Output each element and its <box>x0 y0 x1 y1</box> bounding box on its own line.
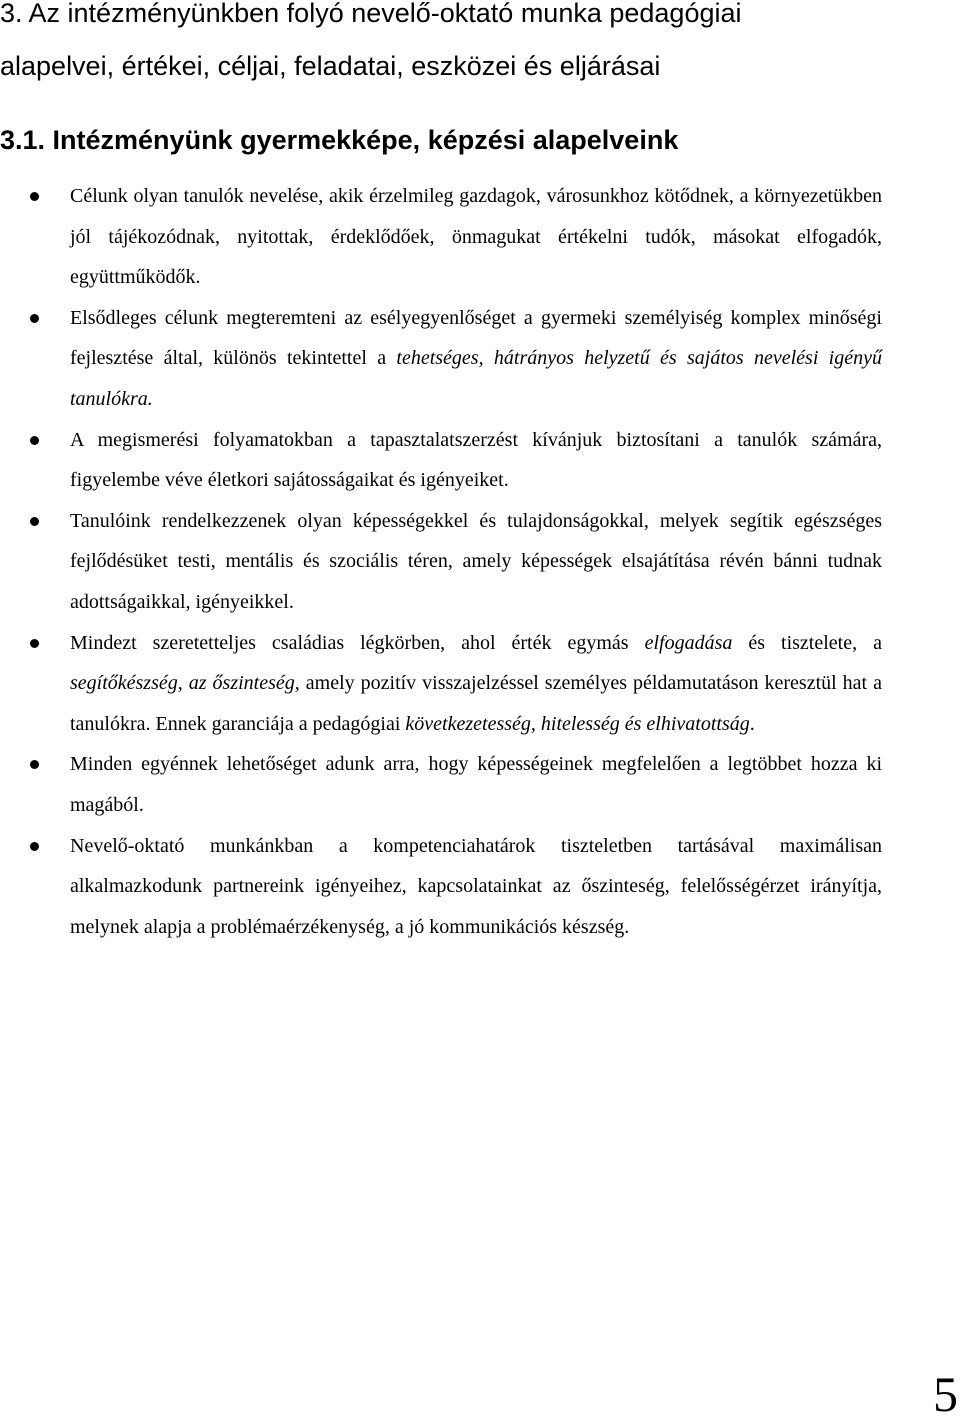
page-number: 5 <box>933 1366 958 1422</box>
list-item-text: Tanulóink rendelkezzenek olyan képességekkel és tulajdonságokkal, melyek segítik egészséges fejlődésüket testi, mentális és szociális téren, amely képességek elsajátítása révén bánni tudnak adottságaikkal, igényeikkel. <box>70 509 882 613</box>
list-item-emphasis: tehetséges, hátrányos helyzetű és sajátos nevelési igényű tanulókra. <box>70 347 882 410</box>
list-item-text: Nevelő-oktató munkánkban a kompetenciahatárok tiszteletben tartásával maximálisan alkalmazkodunk partnereink igényeihez, kapcsolatainkat az őszinteség, felelősségérzet irányítja, melynek alapja a problémaérzékenység, a jó kommunikációs készség. <box>70 834 882 938</box>
list-item-text: amely pozitív visszajelzéssel személyes példamutatáson keresztül hat a tanulókra. Ennek garanciája a pedagógiai <box>70 672 882 735</box>
list-item-text: Minden egyénnek lehetőséget adunk arra, hogy képességeinek megfelelően a legtöbbet hozza ki magából. <box>70 753 882 816</box>
list-item <box>0 501 960 623</box>
list-item-text: Célunk olyan tanulók nevelése, akik érzelmileg gazdagok, városunkhoz kötődnek, a környezetükben jól tájékozódnak, nyitottak, érdeklődőek, önmagukat értékelni tudók, másokat elfogadók, együttműködők. <box>70 185 882 289</box>
list-item <box>0 176 960 298</box>
list-item <box>0 826 960 948</box>
bullet-dot-icon <box>30 639 39 648</box>
list-item-emphasis: elfogadása <box>644 631 733 654</box>
section-heading-line-1: 3. Az intézményünkben folyó nevelő-oktató munka pedagógiai <box>0 0 742 28</box>
list-item <box>0 298 960 420</box>
bullet-dot-icon <box>30 760 39 769</box>
bullet-dot-icon <box>30 517 39 526</box>
bullet-dot-icon <box>30 436 39 445</box>
section-heading-line-2: alapelvei, értékei, céljai, feladatai, eszközei és eljárásai <box>0 51 661 81</box>
list-item-text: Mindezt szeretetteljes családias légkörben, ahol érték egymás <box>70 631 645 654</box>
list-item-text: Elsődleges célunk megteremteni az esélyegyenlőséget a gyermeki személyiség komplex minőségi fejlesztése által, különös tekintettel a <box>70 306 882 370</box>
principles-bullet-list <box>0 176 960 947</box>
bullet-dot-icon <box>30 192 39 201</box>
list-item-text: A megismerési folyamatokban a tapasztalatszerzést kívánjuk biztosítani a tanulók számára, figyelembe véve életkori sajátosságaikat és igényeiket. <box>70 428 882 492</box>
bullet-dot-icon <box>30 314 39 323</box>
list-item <box>0 420 960 501</box>
subsection-heading: 3.1. Intézményünk gyermekképe, képzési alapelveink <box>0 125 679 155</box>
list-item-text: és tisztelete, a <box>732 631 882 654</box>
list-item <box>0 744 960 825</box>
list-item-emphasis: segítőkészség, az őszinteség, <box>70 672 300 695</box>
list-item <box>0 623 960 745</box>
bullet-dot-icon <box>30 842 39 851</box>
list-item-emphasis: következetesség, hitelesség és elhivatottság <box>405 712 750 735</box>
list-item-text: . <box>749 712 755 735</box>
